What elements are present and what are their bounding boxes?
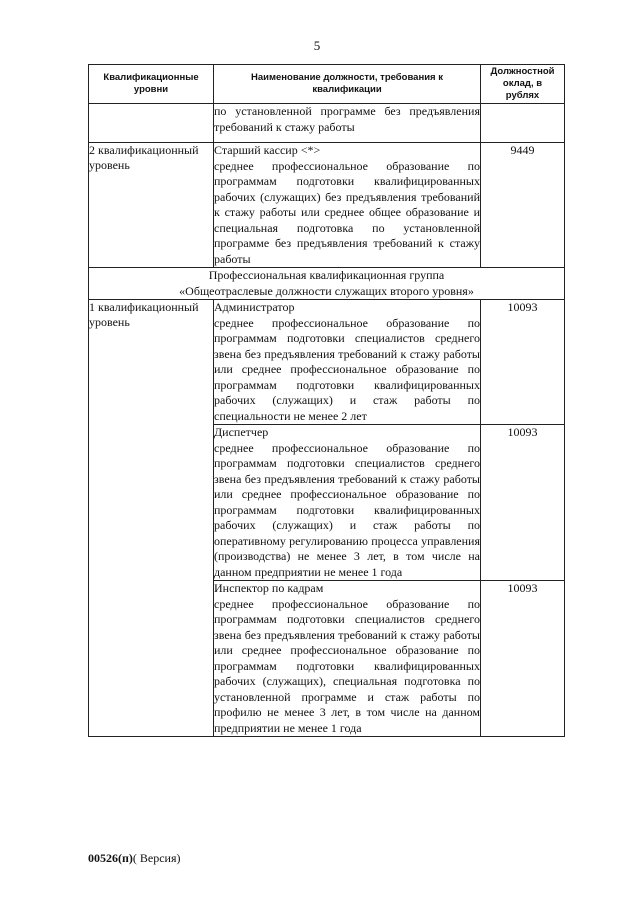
position-title: Диспетчер [214,425,269,439]
salary-cell: 9449 [481,143,565,268]
table-row [89,268,565,300]
table-header-row [89,65,565,104]
document-version: ( Версия) [132,851,181,865]
document-code: 00526(п) [88,851,133,865]
level-cell: 1 квалификационный уровень [89,300,214,737]
salary-cell-empty [481,104,565,143]
position-cell [214,425,481,581]
qualification-table [88,64,565,737]
level-cell: 2 квалификационный уровень [89,143,214,268]
level-cell-empty [89,104,214,143]
position-cell [214,300,481,425]
position-requirements: среднее профессиональное образование по программам подготовки специалистов среднего звена без предъявления требований к стажу работы или среднее профессиональное образование по программам подготовки квалифицированных рабочих (служащих) и стаж работы по специальности не менее 2 лет [214,315,480,423]
header-position-name: Наименование должности, требования к квалификации [214,65,481,104]
document-footer [88,851,181,866]
salary-cell: 10093 [481,425,565,581]
position-cell [214,143,481,268]
salary-cell: 10093 [481,581,565,737]
table-row [89,143,565,268]
table-row [89,104,565,143]
group-heading-line2: «Общеотраслевые должности служащих второго уровня» [179,283,474,298]
position-title: Старший кассир <*> [214,143,321,157]
continuation-cell [214,104,481,143]
position-title: Инспектор по кадрам [214,581,324,595]
position-title: Администратор [214,300,295,314]
group-heading-line1: Профессиональная квалификационная группа [208,268,445,282]
salary-cell: 10093 [481,300,565,425]
position-requirements: среднее профессиональное образование по программам подготовки квалифицированных рабочих (служащих) без предъявления требований к стажу работы или среднее общее образование и специальная подготовка по установленной программе без предъявления требований к стажу работы [214,158,480,266]
position-requirements: среднее профессиональное образование по программам подготовки специалистов среднего звена без предъявления требований к стажу работы или среднее профессиональное образование по программам подготовки квалифицированных рабочих (служащих) и стаж работы по оперативному регулированию процесса управления (производства) не менее 3 лет, в том числе на данном предприятии не менее 1 года [214,440,480,579]
table-row [89,300,565,425]
header-qualification-levels: Квалификационные уровни [89,65,214,104]
header-salary: Должностной оклад, в рублях [481,65,565,104]
page-number: 5 [313,38,321,53]
position-cell [214,581,481,737]
group-heading-cell [89,268,565,300]
position-requirements: среднее профессиональное образование по программам подготовки специалистов среднего звена без предъявления требований к стажу работы или среднее профессиональное образование по программам подготовки квалифицированных рабочих (служащих), специальная подготовка по установленной программе и стаж работы по профилю не менее 3 лет, в том числе на данном предприятии не менее 1 года [214,596,480,735]
continuation-text: по установленной программе без предъявления требований к стажу работы [214,104,480,134]
